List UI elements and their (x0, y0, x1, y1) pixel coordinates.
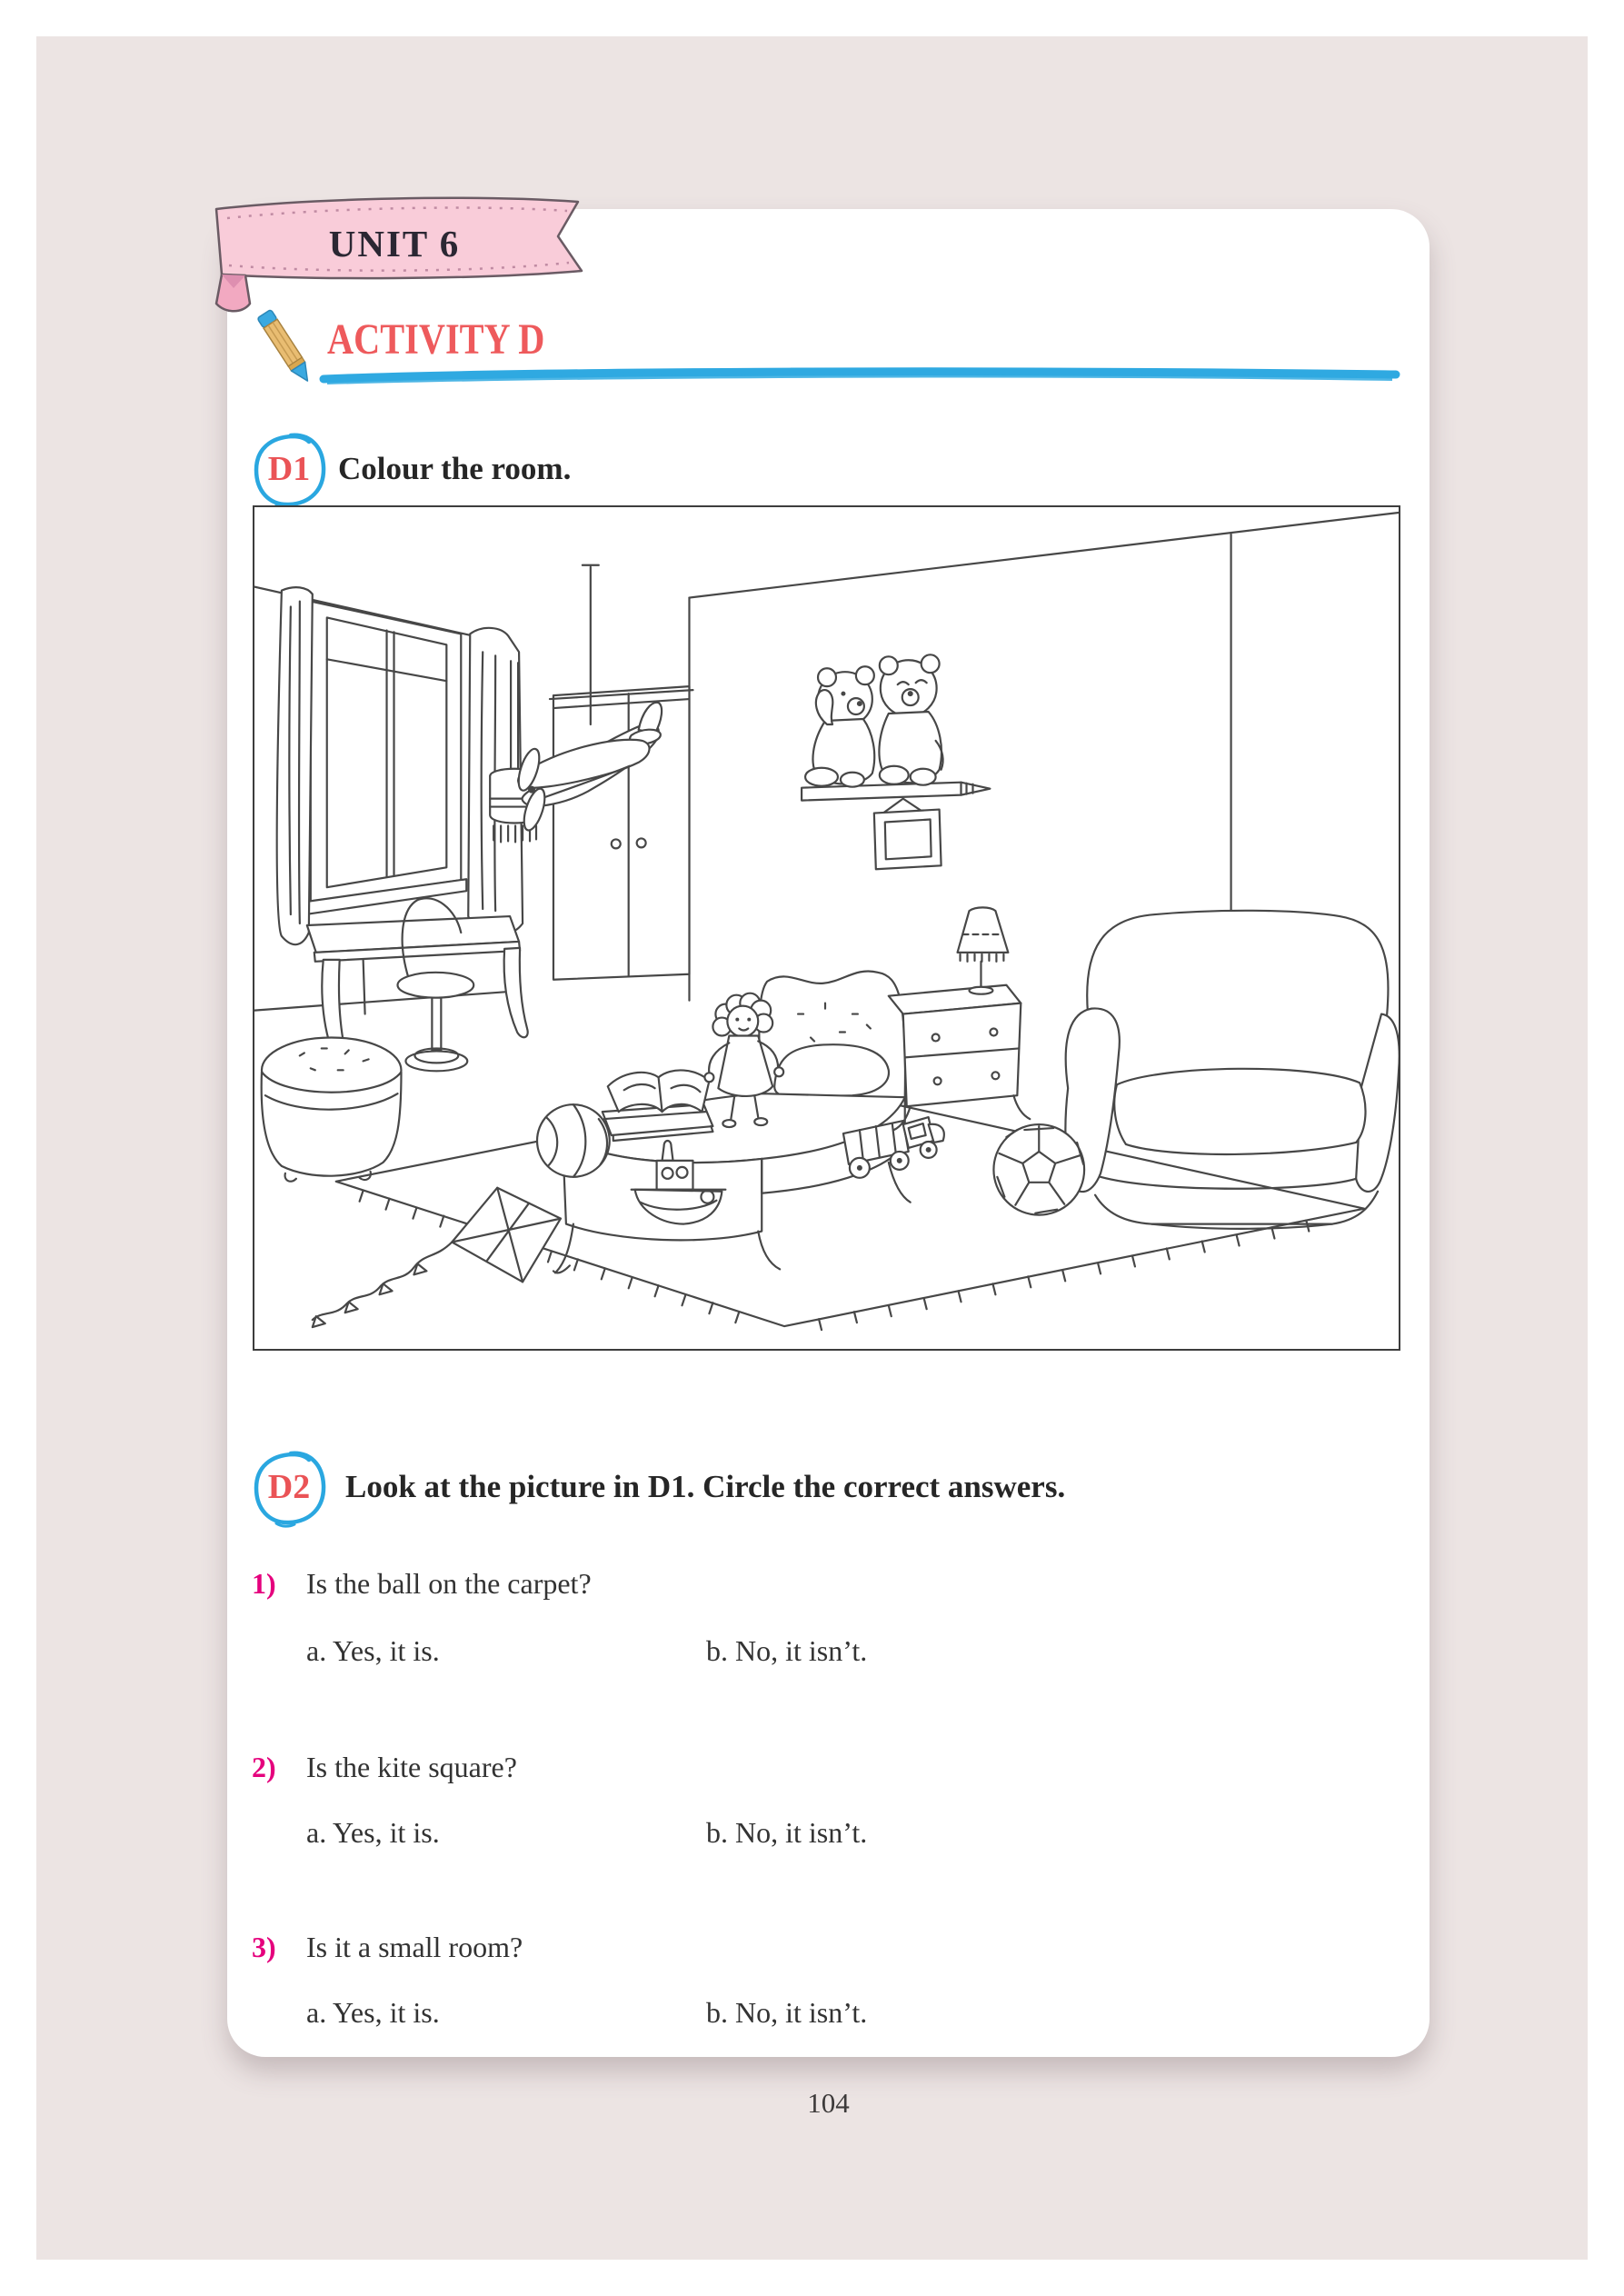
pouf-drawing (262, 1037, 402, 1181)
question-2-options (306, 1816, 867, 1850)
badge-d2 (249, 1447, 329, 1529)
question-1-options (306, 1634, 867, 1668)
page-number: 104 (807, 2087, 850, 2119)
question-3-text: Is it a small room? (306, 1931, 523, 1963)
badge-d1-label: D1 (267, 449, 311, 488)
picture-frame-drawing (874, 799, 942, 870)
striped-ball-drawing (537, 1104, 610, 1177)
question-3 (252, 1931, 523, 1964)
question-3-option-b[interactable]: b. No, it isn’t. (706, 1996, 868, 2029)
question-1-option-a[interactable]: a. Yes, it is. (306, 1634, 440, 1667)
question-2-text: Is the kite square? (306, 1751, 517, 1783)
pencil-icon (247, 304, 325, 393)
armchair-drawing (1065, 911, 1399, 1229)
badge-d1 (249, 429, 329, 511)
question-1-number: 1) (252, 1567, 276, 1600)
teddy-bears-drawing (805, 654, 943, 786)
wardrobe-drawing (550, 686, 692, 980)
question-3-options (306, 1996, 867, 2030)
unit-title: UNIT 6 (328, 223, 461, 265)
chest-of-drawers-drawing (889, 985, 1031, 1130)
question-3-number: 3) (252, 1931, 276, 1963)
question-1-text: Is the ball on the carpet? (306, 1567, 592, 1600)
question-1 (252, 1567, 592, 1601)
d1-instruction: Colour the room. (338, 451, 572, 486)
football-drawing (993, 1124, 1084, 1215)
question-2 (252, 1751, 517, 1784)
badge-d2-label: D2 (267, 1467, 311, 1506)
crayon-underline-icon (318, 364, 1401, 389)
room-colouring-picture (253, 505, 1400, 1351)
question-2-option-a[interactable]: a. Yes, it is. (306, 1816, 440, 1849)
question-1-option-b[interactable]: b. No, it isn’t. (706, 1634, 868, 1667)
activity-title: ACTIVITY D (327, 315, 545, 364)
kite-drawing (313, 1188, 561, 1327)
question-3-option-a[interactable]: a. Yes, it is. (306, 1996, 440, 2029)
question-2-number: 2) (252, 1751, 276, 1783)
window-drawing (305, 602, 466, 915)
d2-instruction: Look at the picture in D1. Circle the correct answers. (345, 1469, 1066, 1504)
question-2-option-b[interactable]: b. No, it isn’t. (706, 1816, 868, 1849)
lamp-drawing (958, 907, 1009, 993)
